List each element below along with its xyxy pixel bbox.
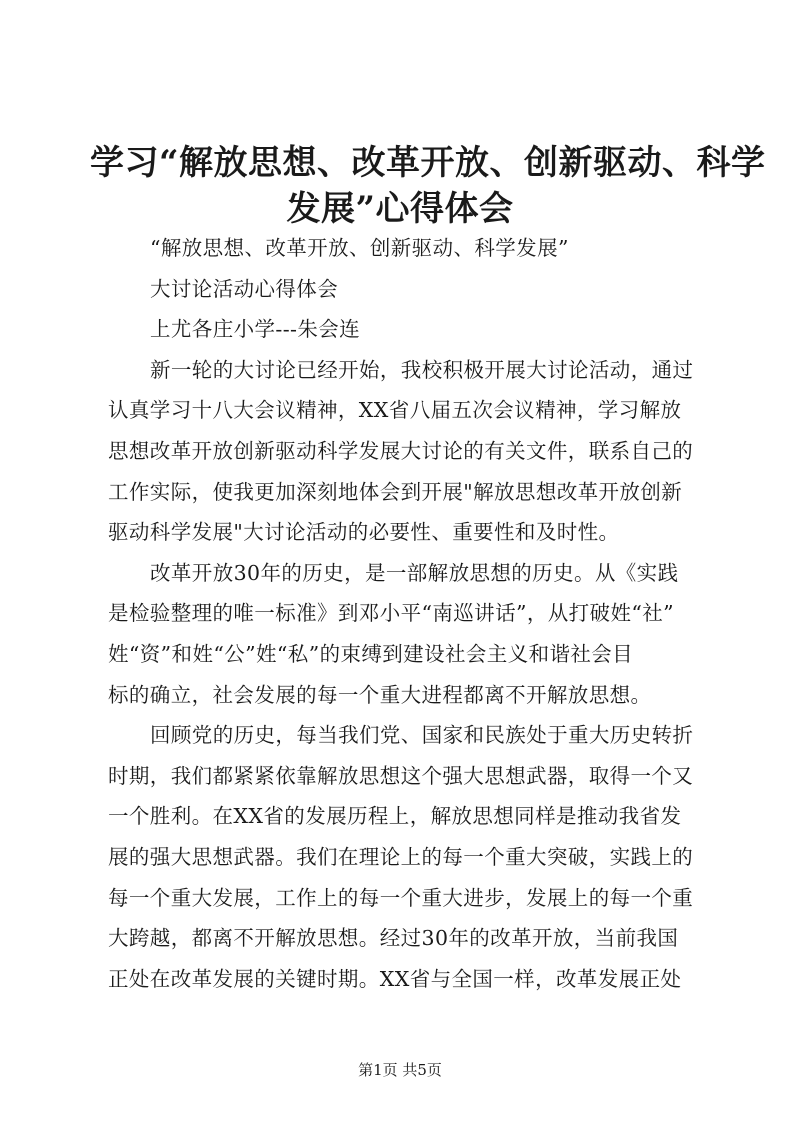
body-line: “解放思想、改革开放、创新驱动、科学发展” [150,236,569,260]
body-line: 思想改革开放创新驱动科学发展大讨论的有关文件，联系自己的 [108,438,694,463]
document-body [108,228,708,999]
body-line: 是检验整理的唯一标准》到邓小平“南巡讲话”，从打破姓“社” [108,601,675,626]
body-line: 认真学习十八大会议精神，XX省八届五次会议精神，学习解放 [108,398,682,423]
body-line: 大跨越，都离不开解放思想。经过30年的改革开放，当前我国 [108,926,679,951]
body-line: 回顾党的历史，每当我们党、国家和民族处于重大历史转折 [150,723,694,748]
body-line: 时期，我们都紧紧依靠解放思想这个强大思想武器，取得一个又 [108,763,694,788]
title-line-1: 学习“解放思想、改革开放、创新驱动、科学 [90,143,766,183]
body-line: 姓“资”和姓“公”姓“私”的束缚到建设社会主义和谐社会目 [108,641,634,666]
body-line: 改革开放30年的历史，是一部解放思想的历史。从《实践 [150,560,679,585]
body-line: 新一轮的大讨论已经开始，我校积极开展大讨论活动，通过 [150,357,694,382]
body-line: 正处在改革发展的关键时期。XX省与全国一样，改革发展正处 [108,966,682,991]
page-footer: 第1页 共5页 [358,1061,442,1079]
body-line: 一个胜利。在XX省的发展历程上，解放思想同样是推动我省发 [108,804,682,829]
body-line: 工作实际，使我更加深刻地体会到开展"解放思想改革开放创新 [108,479,683,504]
body-line: 展的强大思想武器。我们在理论上的每一个重大突破，实践上的 [108,844,694,869]
document-title [90,140,766,232]
title-line-2: 发展”心得体会 [286,189,514,229]
body-line: 驱动科学发展"大讨论活动的必要性、重要性和及时性。 [108,520,620,545]
body-line: 标的确立，社会发展的每一个重大进程都离不开解放思想。 [108,682,652,707]
body-line: 大讨论活动心得体会 [150,276,339,301]
body-line: 每一个重大发展，工作上的每一个重大进步，发展上的每一个重 [108,885,694,910]
body-line: 上尤各庄小学---朱会连 [150,317,361,342]
